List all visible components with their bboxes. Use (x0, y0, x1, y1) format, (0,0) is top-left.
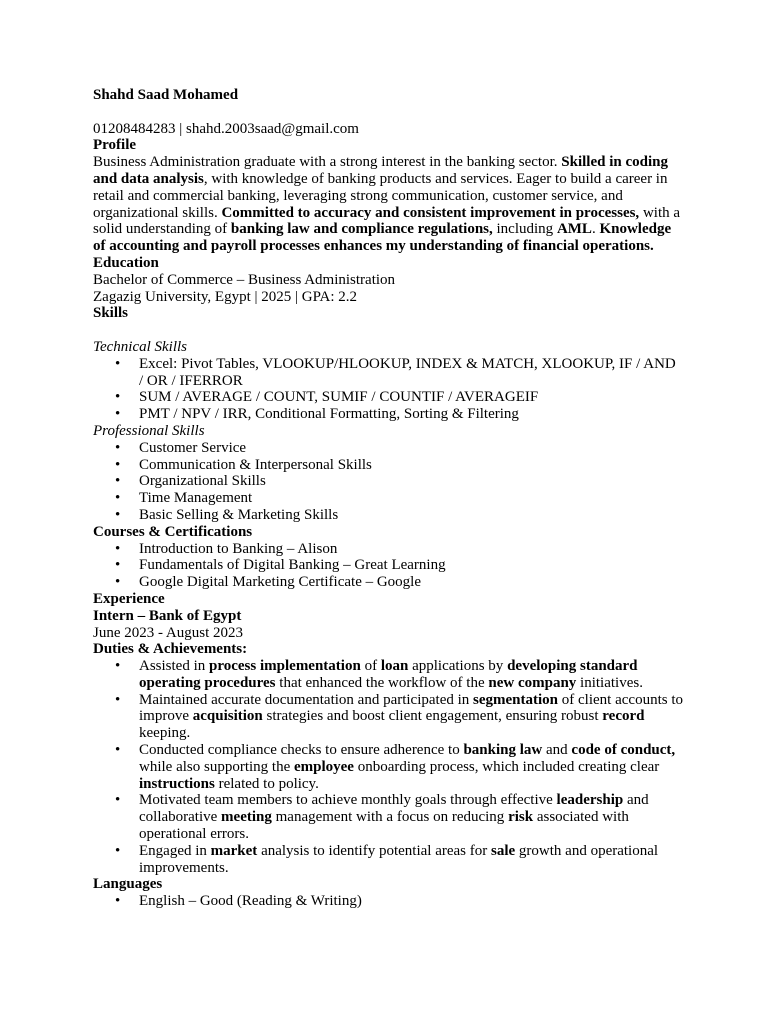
emphasis-text: risk (508, 809, 534, 826)
professional-skills-list (93, 440, 683, 524)
emphasis-text: sale (491, 842, 516, 859)
emphasis-text: process implementation (209, 658, 361, 675)
body-text: of (360, 658, 381, 675)
list-item (139, 742, 683, 792)
body-text: onboarding process, which included creating clear (353, 758, 660, 775)
list-item: • English – Good (Reading & Writing) (139, 893, 683, 910)
technical-skills-heading: Technical Skills (93, 338, 188, 355)
body-text: analysis to identify potential areas for (257, 842, 491, 859)
body-text: related to policy. (214, 775, 319, 792)
technical-skills-list (93, 356, 683, 423)
list-item: • Customer Service (139, 440, 683, 457)
list-item: • Google Digital Marketing Certificate – Google (139, 574, 683, 591)
body-text: Business Administration graduate with a strong interest in the banking sector. (93, 154, 562, 171)
education-degree: Bachelor of Commerce – Business Administration (93, 271, 396, 288)
experience-dates: June 2023 - August 2023 (93, 624, 243, 641)
list-item (139, 843, 683, 877)
body-text: strategies and boost client engagement, ensuring robust (262, 708, 603, 725)
experience-heading: Experience (93, 590, 165, 607)
body-text: . (591, 221, 600, 238)
courses-list (93, 541, 683, 591)
emphasis-text: market (210, 842, 258, 859)
list-item: • PMT / NPV / IRR, Conditional Formatting, Sorting & Filtering (139, 406, 683, 423)
contact-line: 01208484283 | shahd.2003saad@gmail.com (93, 120, 359, 137)
body-text: including (492, 221, 557, 238)
list-item (139, 658, 683, 692)
emphasis-text: developing standard operating procedures (139, 658, 638, 691)
body-text: that enhanced the workflow of the (275, 674, 489, 691)
experience-role: Intern – Bank of Egypt (93, 607, 242, 624)
body-text: initiatives. (576, 674, 643, 691)
body-text: of client accounts to improve (139, 691, 683, 725)
profile-heading: Profile (93, 137, 137, 154)
resume-document (93, 87, 683, 910)
emphasis-text: Skilled in coding and data analysis (93, 154, 668, 187)
body-text: Conducted compliance checks to ensure adherence to (139, 742, 464, 759)
emphasis-text: acquisition (192, 708, 263, 725)
emphasis-text: new company (488, 674, 577, 691)
emphasis-text: leadership (556, 792, 624, 809)
body-text: , with knowledge of banking products and services. Eager to build a career in retail and commercial banking, leveraging strong communication, customer service, and organizational skills. (93, 170, 668, 221)
candidate-name: Shahd Saad Mohamed (93, 87, 239, 103)
emphasis-text: banking law and compliance regulations, (230, 221, 493, 238)
list-item (139, 792, 683, 842)
list-item: • Introduction to Banking – Alison (139, 541, 683, 558)
languages-list (93, 893, 683, 910)
list-item: • Fundamentals of Digital Banking – Great Learning (139, 557, 683, 574)
list-item: • Communication & Interpersonal Skills (139, 457, 683, 474)
list-item: • Organizational Skills (139, 473, 683, 490)
body-text: Engaged in (139, 842, 211, 859)
list-item: • Basic Selling & Marketing Skills (139, 507, 683, 524)
body-text: while also supporting the (139, 758, 294, 775)
emphasis-text: loan (380, 658, 409, 675)
emphasis-text: meeting (221, 809, 272, 826)
emphasis-text: Committed to accuracy and consistent improvement in processes, (221, 204, 640, 221)
education-heading: Education (93, 254, 159, 271)
duties-list (93, 658, 683, 876)
list-item (139, 692, 683, 742)
professional-skills-heading: Professional Skills (93, 422, 205, 439)
languages-heading: Languages (93, 876, 163, 893)
spacer (93, 322, 683, 339)
skills-heading: Skills (93, 305, 129, 322)
list-item: • Time Management (139, 490, 683, 507)
body-text: growth and operational improvements. (139, 842, 659, 876)
body-text: Assisted in (139, 658, 210, 675)
courses-heading: Courses & Certifications (93, 523, 253, 540)
emphasis-text: Knowledge of accounting and payroll processes enhances my understanding of financial operations. (93, 221, 672, 255)
emphasis-text: segmentation (473, 691, 559, 708)
emphasis-text: record (602, 708, 645, 725)
body-text: applications by (408, 658, 508, 675)
emphasis-text: banking law (463, 742, 543, 759)
body-text: management with a focus on reducing (271, 809, 509, 826)
emphasis-text: code of conduct, (571, 742, 676, 759)
body-text: with a solid understanding of (93, 204, 681, 238)
spacer (93, 104, 683, 121)
body-text: associated with operational errors. (139, 809, 629, 843)
emphasis-text: employee (293, 758, 354, 775)
body-text: and collaborative (139, 792, 649, 826)
profile-summary (93, 154, 683, 255)
list-item: • Excel: Pivot Tables, VLOOKUP/HLOOKUP, INDEX & MATCH, XLOOKUP, IF / AND / OR / IFERROR (139, 356, 683, 390)
emphasis-text: AML (556, 221, 592, 238)
education-school: Zagazig University, Egypt | 2025 | GPA: 2.2 (93, 288, 358, 305)
body-text: and (542, 742, 572, 759)
duties-heading: Duties & Achievements: (93, 641, 248, 658)
body-text: keeping. (139, 725, 191, 742)
body-text: Maintained accurate documentation and participated in (139, 691, 474, 708)
emphasis-text: instructions (139, 775, 215, 792)
body-text: Motivated team members to achieve monthly goals through effective (139, 792, 557, 809)
list-item: • SUM / AVERAGE / COUNT, SUMIF / COUNTIF / AVERAGEIF (139, 389, 683, 406)
